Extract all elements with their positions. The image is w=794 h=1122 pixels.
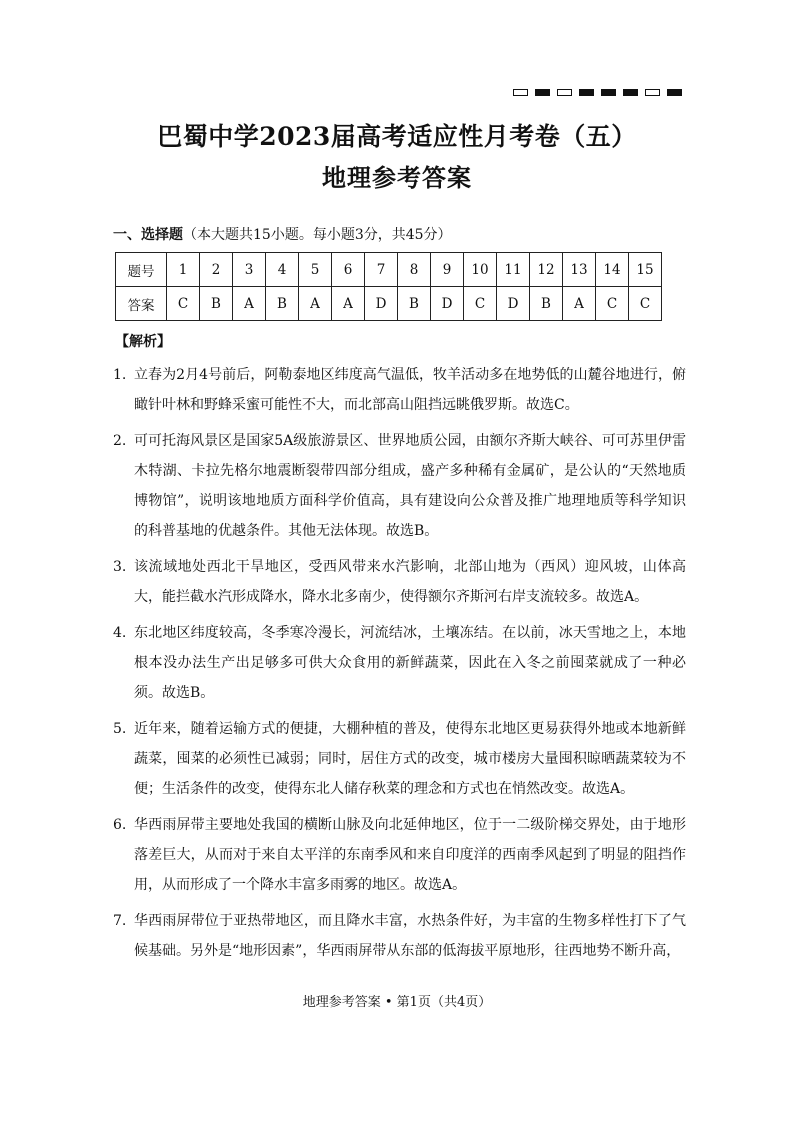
item-number: 6.	[113, 817, 127, 833]
analysis-heading: 【解析】	[115, 334, 171, 350]
question-number-cell: 13	[563, 253, 596, 287]
question-number-cell: 14	[596, 253, 629, 287]
row-label-answer: 答案	[116, 287, 167, 321]
answer-cell: B	[398, 287, 431, 321]
answer-cell: C	[629, 287, 662, 321]
question-number-row	[116, 253, 662, 287]
analysis-item	[113, 810, 686, 900]
answer-cell: C	[464, 287, 497, 321]
item-number: 7.	[113, 913, 127, 929]
filled-square-mark	[623, 89, 638, 96]
item-text: 可可托海风景区是国家5A级旅游景区、世界地质公园，由额尔齐斯大峡谷、可可苏里伊雷木特湖、卡拉先格尔地震断裂带四部分组成，盛产多种稀有金属矿，是公认的“天然地质博物馆”，说明该地地质方面科学价值高，具有建设向公众普及推广地理地质等科学知识的科普基地的优越条件。其他无法体现。故选B。	[134, 433, 686, 539]
item-number: 3.	[113, 559, 127, 575]
analysis-item	[113, 426, 686, 546]
question-number-cell: 12	[530, 253, 563, 287]
question-number-cell: 4	[266, 253, 299, 287]
item-text: 近年来，随着运输方式的便捷，大棚种植的普及，使得东北地区更易获得外地或本地新鲜蔬菜，囤菜的必须性已减弱；同时，居住方式的改变，城市楼房大量囤积晾晒蔬菜较为不便；生活条件的改变，使得东北人储存秋菜的理念和方式也在悄然改变。故选A。	[134, 721, 686, 797]
question-number-cell: 10	[464, 253, 497, 287]
answer-cell: A	[233, 287, 266, 321]
item-number: 4.	[113, 625, 127, 641]
analysis-item	[113, 714, 686, 804]
analysis-item	[113, 906, 686, 966]
item-text: 东北地区纬度较高，冬季寒冷漫长，河流结冰，土壤冻结。在以前，冰天雪地之上，本地根本没办法生产出足够多可供大众食用的新鲜蔬菜，因此在入冬之前囤菜就成了一种必须。故选B。	[134, 625, 686, 701]
analysis-item	[113, 552, 686, 612]
question-number-cell: 1	[167, 253, 200, 287]
item-number: 5.	[113, 721, 127, 737]
hollow-square-mark	[557, 89, 572, 96]
analysis-item	[113, 618, 686, 708]
section-heading	[113, 224, 452, 244]
page-footer: 地理参考答案 • 第1页（共4页）	[302, 995, 492, 1010]
item-number: 2.	[113, 433, 127, 449]
hollow-square-mark	[513, 89, 528, 96]
answer-cell: A	[332, 287, 365, 321]
filled-square-mark	[579, 89, 594, 96]
row-label-question: 题号	[116, 253, 167, 287]
question-number-cell: 9	[431, 253, 464, 287]
page-title: 巴蜀中学2023届高考适应性月考卷（五）	[157, 122, 637, 151]
question-number-cell: 2	[200, 253, 233, 287]
hollow-square-mark	[645, 89, 660, 96]
question-number-cell: 11	[497, 253, 530, 287]
filled-square-mark	[667, 89, 682, 96]
analysis-item	[113, 360, 686, 420]
question-number-cell: 7	[365, 253, 398, 287]
section-note: （本大题共15小题。每小题3分，共45分）	[183, 227, 452, 243]
answer-cell: B	[266, 287, 299, 321]
item-text: 立春为2月4号前后，阿勒泰地区纬度高气温低，牧羊活动多在地势低的山麓谷地进行，俯瞰针叶林和野蜂采蜜可能性不大，而北部高山阻挡远眺俄罗斯。故选C。	[134, 367, 686, 413]
answer-cell: D	[431, 287, 464, 321]
item-text: 华西雨屏带位于亚热带地区，而且降水丰富，水热条件好，为丰富的生物多样性打下了气候基础。另外是“地形因素”，华西雨屏带从东部的低海拔平原地形，往西地势不断升高，	[134, 913, 686, 959]
answer-cell: C	[167, 287, 200, 321]
question-number-cell: 5	[299, 253, 332, 287]
answer-cell: B	[530, 287, 563, 321]
question-number-cell: 6	[332, 253, 365, 287]
answer-cell: A	[563, 287, 596, 321]
answer-cell: D	[497, 287, 530, 321]
analysis-list	[113, 360, 686, 972]
question-number-cell: 15	[629, 253, 662, 287]
item-text: 该流域地处西北干旱地区，受西风带来水汽影响，北部山地为（西风）迎风坡，山体高大，能拦截水汽形成降水，降水北多南少，使得额尔齐斯河右岸支流较多。故选A。	[134, 559, 686, 605]
filled-square-mark	[535, 89, 550, 96]
filled-square-mark	[601, 89, 616, 96]
page-subtitle: 地理参考答案	[322, 163, 472, 192]
answer-cell: B	[200, 287, 233, 321]
answer-cell: D	[365, 287, 398, 321]
answer-table	[115, 252, 662, 321]
section-label: 一、选择题	[113, 227, 183, 243]
answer-cell: A	[299, 287, 332, 321]
item-number: 1.	[113, 367, 127, 383]
answer-row	[116, 287, 662, 321]
question-number-cell: 8	[398, 253, 431, 287]
question-number-cell: 3	[233, 253, 266, 287]
item-text: 华西雨屏带主要地处我国的横断山脉及向北延伸地区，位于一二级阶梯交界处，由于地形落差巨大，从而对于来自太平洋的东南季风和来自印度洋的西南季风起到了明显的阻挡作用，从而形成了一个降水丰富多雨雾的地区。故选A。	[134, 817, 686, 893]
header-marks	[513, 89, 682, 96]
answer-cell: C	[596, 287, 629, 321]
